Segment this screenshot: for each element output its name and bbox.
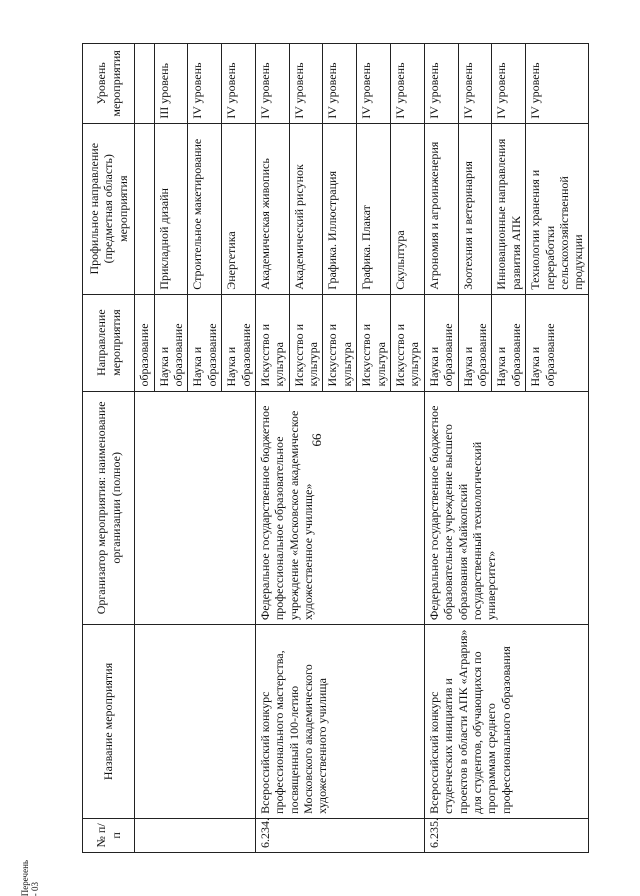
header-direction: Направление мероприятия [83,294,135,391]
cell-name [135,625,256,819]
header-level: Уровень мероприятия [83,44,135,124]
cell-level: IV уровень [222,44,256,124]
cell-profile: Зоотехния и ветеринария [458,123,492,294]
events-table-wrapper [82,43,585,853]
cell-direction: Наука и образование [458,294,492,391]
header-organizer: Организатор мероприятия: наименование организации (полное) [83,391,135,625]
cell-profile: Энергетика [222,123,256,294]
cell-profile: Скульптура [391,123,425,294]
cell-profile [135,123,154,294]
cell-profile: Технологии хранения и переработки сельскохозяйственной продукции [526,123,589,294]
cell-profile: Агрономия и агроинженерия [424,123,458,294]
cell-organizer: Федеральное государственное бюджетное профессиональное образовательное учреждение «Московское академическое художественное училище» [255,391,424,625]
cell-direction: Искусство и культура [289,294,323,391]
events-table [82,43,589,853]
cell-level: III уровень [154,44,188,124]
cell-profile: Академический рисунок [289,123,323,294]
cell-level: IV уровень [289,44,323,124]
cell-num [135,818,256,852]
cell-direction: Наука и образование [526,294,589,391]
cell-direction: Искусство и культура [323,294,357,391]
cell-level [135,44,154,124]
cell-profile: Инновационные направления развития АПК [492,123,526,294]
cell-profile: Графика. Иллюстрация [323,123,357,294]
cell-level: IV уровень [424,44,458,124]
cell-level: IV уровень [526,44,589,124]
cell-profile: Строительное макетирование [188,123,222,294]
cell-direction: Наука и образование [188,294,222,391]
cell-level: IV уровень [357,44,391,124]
cell-name: Всероссийский конкурс студенческих инициатив и проектов в области АПК «Агрария» для студентов, обучающихся по программам среднего профессионального образования [424,625,588,819]
cell-direction: Наука и образование [222,294,256,391]
cell-organizer: Федеральное государственное бюджетное образовательное учреждение высшего образования «Майкопский государственный технологический университет» [424,391,588,625]
header-profile: Профильное направление (предметная область) мероприятия [83,123,135,294]
cell-direction: Искусство и культура [357,294,391,391]
cell-level: IV уровень [458,44,492,124]
cell-organizer [135,391,256,625]
cell-direction: Искусство и культура [255,294,289,391]
cell-level: IV уровень [391,44,425,124]
page-footer: Перечень - 03 [20,860,40,896]
table-row [424,44,458,853]
header-name: Название мероприятия [83,625,135,819]
cell-direction: Наука и образование [492,294,526,391]
table-row [255,44,289,853]
cell-level: IV уровень [323,44,357,124]
cell-level: IV уровень [255,44,289,124]
cell-direction: Искусство и культура [391,294,425,391]
cell-level: IV уровень [492,44,526,124]
cell-profile: Прикладной дизайн [154,123,188,294]
cell-profile: Академическая живопись [255,123,289,294]
header-num: № п/п [83,818,135,852]
table-row [135,44,154,853]
table-header-row [83,44,135,853]
page-number: 99 [309,433,325,447]
cell-num: 6.235. [424,818,588,852]
cell-profile: Графика. Плакат [357,123,391,294]
cell-name: Всероссийский конкурс профессионального мастерства, посвященный 100-летию Московского академического художественного училища [255,625,424,819]
cell-level: IV уровень [188,44,222,124]
cell-direction: Наука и образование [424,294,458,391]
cell-direction: образование [135,294,154,391]
cell-direction: Наука и образование [154,294,188,391]
cell-num: 6.234. [255,818,424,852]
